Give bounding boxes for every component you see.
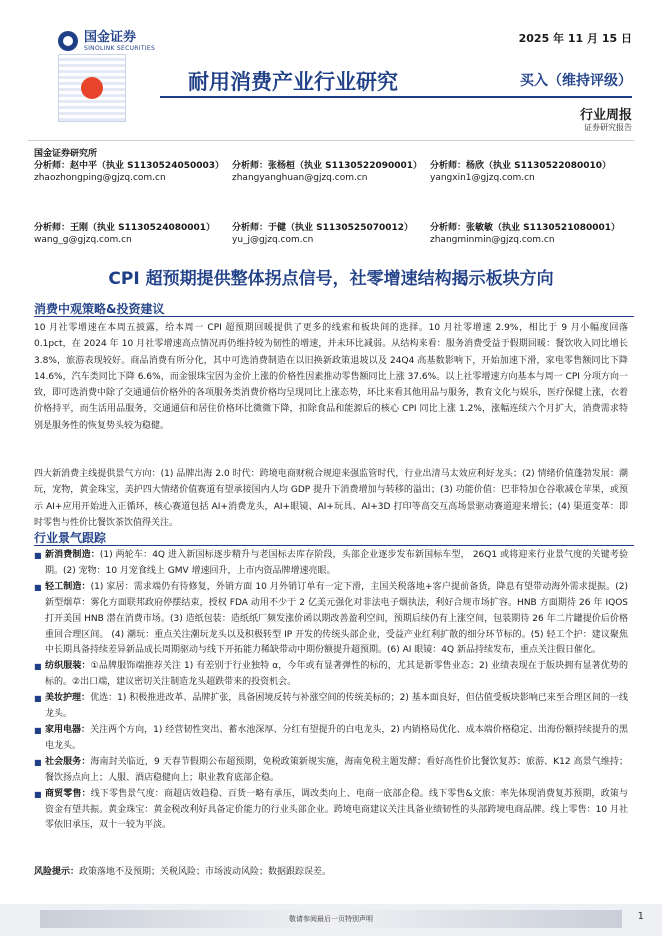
qr-code-icon xyxy=(58,54,126,122)
list-item: ■ 美妆护理：优选：1) 积极推进改革、品牌扩张，具备困境反转与补涨空间的传统美标的；2) 基本面良好，但估值受板块影响已来至合理区间的一线龙头。 xyxy=(34,691,628,723)
strategy-paragraph-1: 10 月社零增速在本周五披露，给本周一 CPI 超预期回暖提供了更多的线索和板块间的选择。10 月社零增速 2.9%，相比于 9 月小幅度回落 0.1pct，在 2024 年 10 月社零增速高点情况再仍维持较为韧性的增速，并未环比减弱。从结构来看：服务消费受益于假期回暖：餐饮收入同比增长 3.8%，旅游表现较好。商品消费有所分化，其中可选消费制造在以旧换新政策退坡以及 24Q4 高基数影响下，开始加速下滑，家电零售额同比下降 14.6%，汽车类同比下降 6.6%，而金银珠宝因为金价上涨的价格性因素推动零售额同比上涨 37.6%。以上社零增速方向基本与周一 CPI 分项方向一致，即可选消费中除了交通通信价格外的各项服务类消费价格均呈现同比上涨态势，环比来看其他用品与服务，教育文化与娱乐，医疗保健上涨，衣着价格持平，而生活用品服务，交通通信和居住价格环比微微下降，扣除食品和能源后的核心 CPI 同比上涨 1.2%，涨幅连续六个月扩大，消费需求特别是服务性的恢复势头较为稳健。 xyxy=(34,323,629,431)
list-item: ■ 新消费制造：(1) 两轮车：4Q 进入新国标逐步精升与老国标去库存阶段，头部企业逐步发布新国标车型， 26Q1 或将迎来行业景气度的关键考验期。(2) 宠物：10 月宠食线上 GMV 增速回升，上市内资品牌增速亮眼。 xyxy=(34,548,628,580)
logo-cn: 国金证券 xyxy=(84,30,137,45)
report-title: 耐用消费产业行业研究 xyxy=(188,70,398,94)
list-item: ■ 家用电器：关注两个方向，1) 经营韧性突出、蓄水池深厚、分红有望提升的白电龙头，2) 内销格局优化、成本端价格稳定、出海份额持续提升的黑电龙头。 xyxy=(34,723,628,755)
title-divider xyxy=(160,96,632,98)
header-divider xyxy=(28,140,634,141)
company-logo xyxy=(58,30,155,52)
square-bullet-icon: ■ xyxy=(34,789,42,799)
page-number: 1 xyxy=(637,911,644,922)
square-bullet-icon: ■ xyxy=(34,662,42,672)
main-title: CPI 超预期提供整体拐点信号，社零增速结构揭示板块方向 xyxy=(108,269,554,289)
list-item: ■ 纺织服装：①品牌服饰端推荐关注 1) 有差别于行业独特 α，今年或有显著弹性的标的，尤其是新零售业态；2) 业绩表现在于版块拥有显著优势的标的。②出口端，建议密切关注制造龙头超跌带来的投资机会。 xyxy=(34,659,628,691)
report-subtype: 证券研究报告 xyxy=(584,123,632,132)
section-rule xyxy=(34,545,634,546)
list-item: ■ 社会服务：海南封关临近，9 天春节假期公布超预期，免税政策新规实施，海南免税主题发酵；看好高性价比餐饮复苏；旅游、K12 高景气维持；餐饮扬点向上；人服、酒店稳健向上；职业教育底部企稳。 xyxy=(34,755,628,787)
list-item: ■ 商贸零售：线下零售景气度：商超店效趋稳、百货一略有承压，调改类向上、电商一底部企稳。线下零售&文旅：率先体现消费复苏预期，政策与资金有望共振。黄金珠宝：黄金税改利好具备定价能力的行业头部企业。跨境电商建议关注具备业绩韧性的头部跨境电商品牌。线上零售：10 月社零依旧承压，双十一较为平淡。 xyxy=(34,787,628,835)
analyst-3: 分析师：杨欣（执业 S1130522080010） yangxin1@gjzq.com.cn xyxy=(430,161,612,183)
report-date: 2025 年 11 月 15 日 xyxy=(518,32,632,45)
square-bullet-icon: ■ xyxy=(34,757,42,767)
report-header xyxy=(0,0,662,138)
list-item: ■ 轻工制造：(1) 家居：需求端仍有待修复，外销方面 10 月外销订单有一定下滑，主国关税落地+客户提前备货，降息有望带动海外需求提振。(2) 新型烟草：雾化方面联邦政府停摆结束，授权 FDA 动用不少于 2 亿美元强化对非法电子烟执法，利好合规市场扩容。HNB 方面期待 26 年 IQOS 打开美国 HNB 潜在消费市场。(3) 造纸包装：造纸纸厂频发涨价函以期改善盈利空间，预期后续仍有上涨空间，包装期待 26 年二片罐提价后价格重回合理区间。 (4) 潮玩：重点关注潮玩龙头以及积极转型 IP 开发的传统头部企业，受益产业红利扩散的细分环节标的。(5) 轻工个护：建议聚焦中长期具备持续差异新品成长周期驱动与线下开拓能力稀缺带动中期份额提升超预期。(6) AI 眼镜：4Q 新品持续发布，重点关注假日催化。 xyxy=(34,580,628,660)
strategy-paragraph-2: 四大新消费主线提供景气方向：(1) 品牌出海 2.0 时代：跨境电商财税合规迎来强监管时代，行业出清马太效应利好龙头；(2) 情绪价值蓬勃发展：潮玩，宠物，黄金珠宝，美护四大情绪价值赛道有望承接国内人均 GDP 提升下消费增加与转移的溢出；(3) 功能价值：巴菲特加仓谷歌减仓苹果，或预示 AI+应用开始进入正循环，核心赛道包括 AI+消费龙头，AI+眼镜、AI+玩具、AI+3D 打印等高交互高场景驱动赛道迎来增长；(4) 渠道变革：即时零售与性价比餐饮茶饮值得关注。 xyxy=(34,469,628,528)
analyst-1: 分析师：赵中平（执业 S1130524050003） zhaozhongping@gjzq.com.cn xyxy=(34,161,225,183)
logo-en: SINOLINK SECURITIES xyxy=(84,45,156,52)
section-heading-tracking: 行业景气跟踪 xyxy=(34,531,107,545)
section-heading-strategy: 消费中观策略&投资建议 xyxy=(34,302,165,316)
logo-mark-icon xyxy=(58,31,78,51)
analyst-2: 分析师：张杨桓（执业 S1130522090001） zhangyanghuan@gjzq.com.cn xyxy=(232,161,423,183)
footer-disclaimer[interactable]: 敬请参阅最后一页特别声明 xyxy=(289,915,373,923)
rating: 买入（维持评级） xyxy=(520,73,632,89)
square-bullet-icon: ■ xyxy=(34,725,42,735)
report-kind: 行业周报 xyxy=(579,108,632,123)
section-rule xyxy=(34,316,634,317)
analyst-4: 分析师：王刚（执业 S1130524080001） wang_g@gjzq.com.cn xyxy=(34,223,216,245)
square-bullet-icon: ■ xyxy=(34,694,42,704)
tracking-list xyxy=(34,548,628,834)
analyst-6: 分析师：张敏敏（执业 S1130521080001） zhangminmin@gjzq.com.cn xyxy=(430,223,621,245)
institute: 国金证券研究所 xyxy=(34,149,98,159)
analyst-5: 分析师：于健（执业 S1130525070012） yu_j@gjzq.com.cn xyxy=(232,223,414,245)
risk-warning: 风险提示：政策落地不及预期；关税风险；市场波动风险；数据跟踪误差。 xyxy=(34,867,332,877)
square-bullet-icon: ■ xyxy=(34,551,42,560)
square-bullet-icon: ■ xyxy=(34,582,42,592)
